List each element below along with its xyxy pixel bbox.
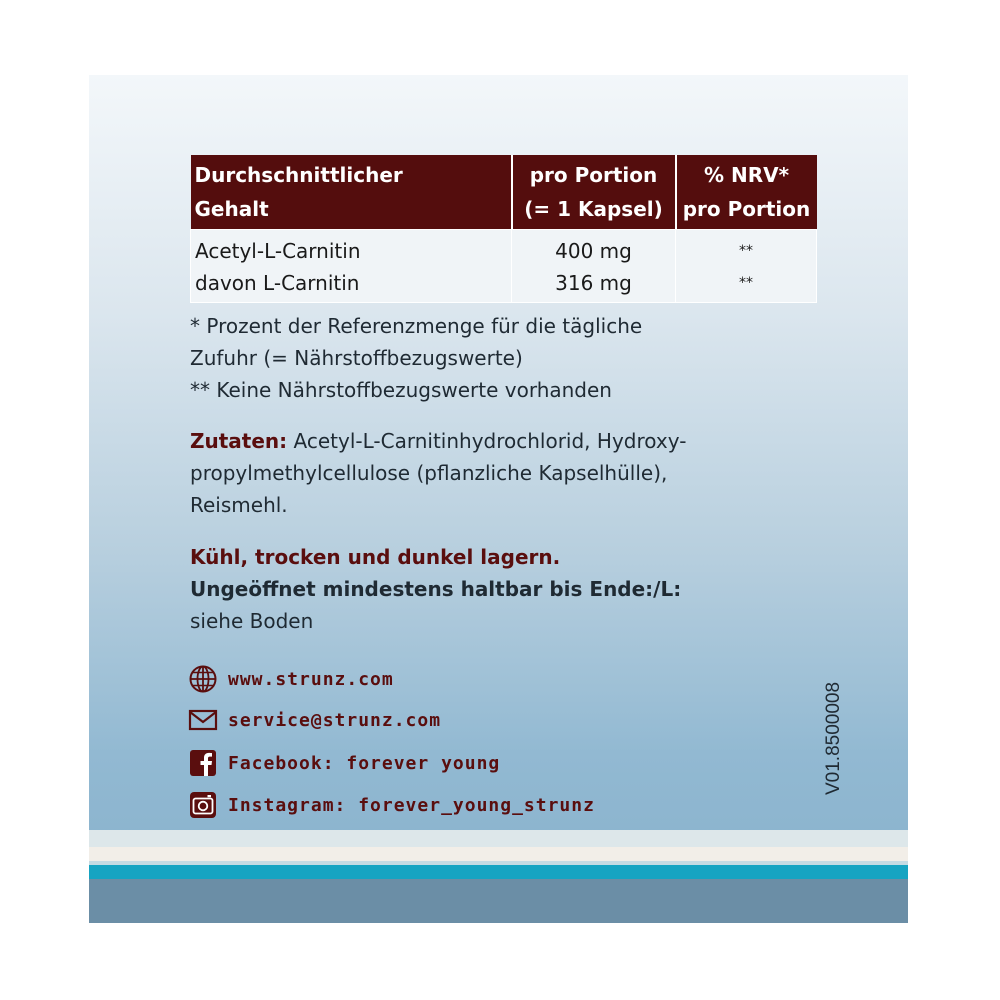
- stripe-slate: [89, 879, 908, 923]
- facebook-link[interactable]: Facebook: forever young: [228, 752, 501, 774]
- header-nrv-line2: pro Portion: [682, 197, 811, 221]
- header-per-portion-line1: pro Portion: [529, 163, 658, 187]
- header-nrv-line1: % NRV*: [703, 163, 790, 187]
- instagram-icon: [188, 790, 218, 820]
- version-code: V01.8500008: [823, 681, 844, 795]
- header-nrv: [676, 155, 817, 230]
- instagram-link[interactable]: Instagram: forever_young_strunz: [228, 794, 595, 816]
- ingredients-text: Acetyl-L-Carnitinhydrochlorid, Hydroxy-: [287, 429, 687, 453]
- nutrition-header-row: [191, 155, 817, 230]
- contact-instagram[interactable]: [188, 790, 595, 820]
- stripe-cream: [89, 847, 908, 861]
- ingredients-text: propylmethylcellulose (pflanzliche Kapselhülle),: [190, 461, 668, 485]
- ingredients-text: Reismehl.: [190, 493, 288, 517]
- nutrient-nrv: **: [739, 243, 753, 259]
- contact-website[interactable]: [188, 664, 394, 694]
- ingredients: [190, 425, 830, 521]
- facebook-icon: [188, 748, 218, 778]
- header-content-line2: Gehalt: [194, 197, 269, 221]
- nutrient-amount-cell: [512, 230, 676, 303]
- envelope-icon: [188, 705, 218, 735]
- nutrient-nrv-cell: [676, 230, 817, 303]
- best-before-value: siehe Boden: [190, 609, 314, 633]
- stripe-cyan: [89, 865, 908, 879]
- header-content: [191, 155, 512, 230]
- nutrition-table: [190, 155, 817, 303]
- nutrient-amount: 316 mg: [555, 271, 632, 295]
- best-before-label: Ungeöffnet mindestens haltbar bis Ende:/L:: [190, 577, 682, 601]
- nutrient-nrv: **: [739, 275, 753, 291]
- header-per-portion: [512, 155, 676, 230]
- product-label: [89, 75, 908, 923]
- contact-facebook[interactable]: [188, 748, 500, 778]
- nutrient-name: Acetyl-L-Carnitin: [195, 239, 361, 263]
- website-link[interactable]: www.strunz.com: [228, 668, 394, 690]
- stripe-light: [89, 830, 908, 847]
- ingredients-title: Zutaten:: [190, 429, 288, 453]
- nutrient-amount: 400 mg: [555, 239, 632, 263]
- globe-icon: [188, 664, 218, 694]
- storage-instruction: Kühl, trocken und dunkel lagern.: [190, 545, 561, 569]
- footnote-line: Zufuhr (= Nährstoffbezugswerte): [190, 346, 523, 370]
- table-row: [191, 230, 817, 303]
- header-content-line1: Durchschnittlicher: [194, 163, 403, 187]
- header-per-portion-line2: (= 1 Kapsel): [524, 197, 663, 221]
- email-link[interactable]: service@strunz.com: [228, 709, 442, 731]
- footnote-line: * Prozent der Referenzmenge für die tägliche: [190, 314, 643, 338]
- nutrient-name: davon L-Carnitin: [195, 271, 360, 295]
- nutrient-name-cell: [191, 230, 512, 303]
- footnote-line: ** Keine Nährstoffbezugswerte vorhanden: [190, 378, 612, 402]
- storage-info: [190, 541, 830, 637]
- footnotes: [190, 310, 830, 406]
- decorative-stripes: [89, 830, 908, 923]
- contact-email[interactable]: [188, 705, 441, 735]
